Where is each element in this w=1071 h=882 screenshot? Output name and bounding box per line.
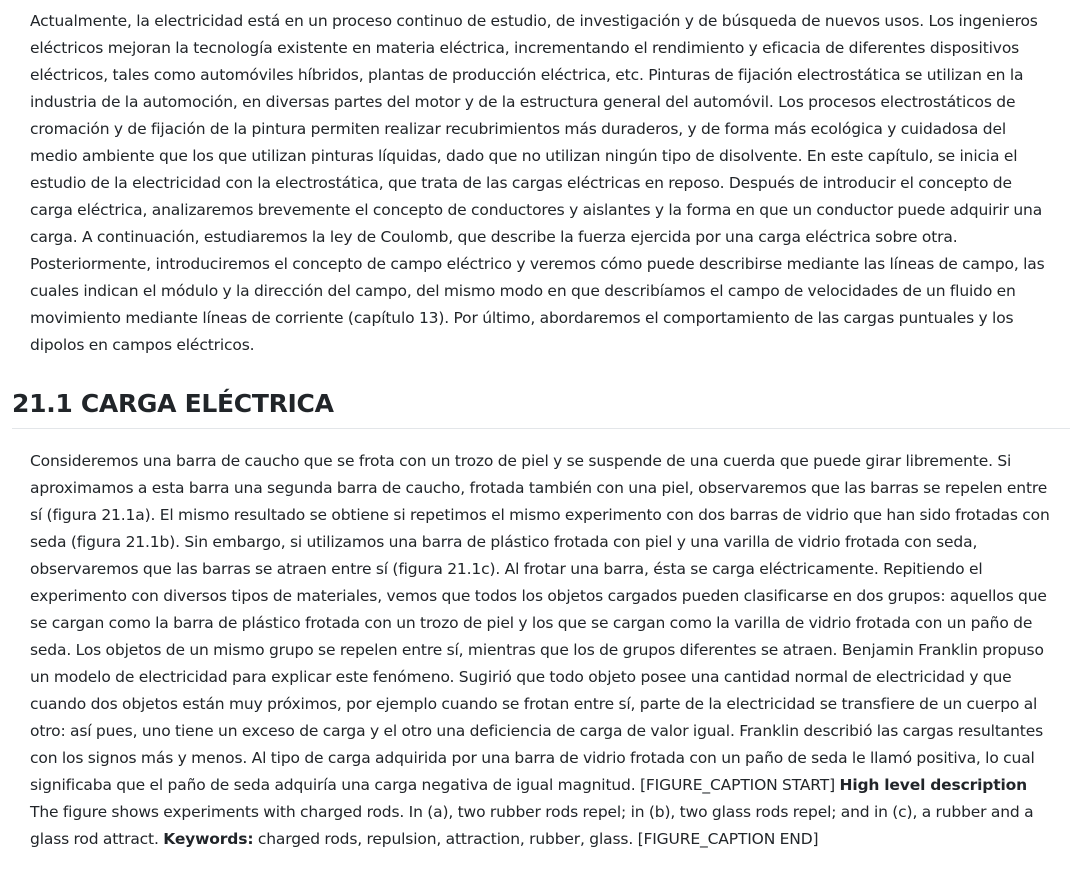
section-body-text: Consideremos una barra de caucho que se frota con un trozo de piel y se suspende de una cuerda que puede girar libremente. Si aproximamos a esta barra una segunda barra de caucho, frotada también con una piel, observaremos que las barras se repelen entre sí (figura 21.1a). El mismo resultado se obtiene si repetimos el mismo experimento con dos barras de vidrio que han sido frotadas con seda (figura 21.1b). Sin embargo, si utilizamos una barra de plástico frotada con piel y una varilla de vidrio frotada con seda, observaremos que las barras se atraen entre sí (figura 21.1c). Al frotar una barra, ésta se carga eléctricamente. Repitiendo el experimento con diversos tipos de materiales, vemos que todos los objetos cargados pueden clasificarse en dos grupos: aquellos que se cargan como la barra de plástico frotada con un trozo de piel y los que se cargan como la varilla de vidrio frotada con un paño de seda. Los objetos de un mismo grupo se repelen entre sí, mientras que los de grupos diferentes se atraen. Benjamin Franklin propuso un modelo de electricidad para explicar este fenómeno. Sugirió que todo objeto posee una cantidad normal de electricidad y que cuando dos objetos están muy próximos, por ejemplo cuando se frotan entre sí, parte de la electricidad se transfiere de un cuerpo al otro: así pues, uno tiene un exceso de carga y el otro una deficiencia de carga de valor igual. Franklin describió las cargas resultantes con los signos más y menos. Al tipo de carga adquirida por una barra de vidrio frotada con un paño de seda le llamó positiva, lo cual significaba que el paño de seda adquiría una carga negativa de igual magnitud. bbox=[30, 452, 1050, 794]
section-divider bbox=[12, 428, 1070, 429]
keywords-text: charged rods, repulsion, attraction, rubber, glass. bbox=[253, 830, 634, 848]
section-paragraph bbox=[0, 448, 1071, 853]
section-heading: 21.1 CARGA ELÉCTRICA bbox=[12, 389, 334, 418]
intro-paragraph: Actualmente, la electricidad está en un proceso continuo de estudio, de investigación y de búsqueda de nuevos usos. Los ingenieros eléctricos mejoran la tecnología existente en materia eléctrica, incrementando el rendimiento y eficacia de diferentes dispositivos eléctricos, tales como automóviles híbridos, plantas de producción eléctrica, etc. Pinturas de fijación electrostática se utilizan en la industria de la automoción, en diversas partes del motor y de la estructura general del automóvil. Los procesos electrostáticos de cromación y de fijación de la pintura permiten realizar recubrimientos más duraderos, y de forma más ecológica y cuidadosa del medio ambiente que los que utilizan pinturas líquidas, dado que no utilizan ningún tipo de disolvente. En este capítulo, se inicia el estudio de la electricidad con la electrostática, que trata de las cargas eléctricas en reposo. Después de introducir el concepto de carga eléctrica, analizaremos brevemente el concepto de conductores y aislantes y la forma en que un conductor puede adquirir una carga. A continuación, estudiaremos la ley de Coulomb, que describe la fuerza ejercida por una carga eléctrica sobre otra. Posteriormente, introduciremos el concepto de campo eléctrico y veremos cómo puede describirse mediante las líneas de campo, las cuales indican el módulo y la dirección del campo, del mismo modo en que describíamos el campo de velocidades de un fluido en movimiento mediante líneas de corriente (capítulo 13). Por último, abordaremos el comportamiento de las cargas puntuales y los dipolos en campos eléctricos. bbox=[30, 12, 1045, 354]
caption-start-marker: [FIGURE_CAPTION START] bbox=[635, 776, 840, 794]
caption-label: High level description bbox=[839, 776, 1028, 794]
keywords-label: Keywords: bbox=[163, 830, 254, 848]
caption-text: The figure shows experiments with charged rods. In (a), two rubber rods repel; in (b), two glass rods repel; and in (c), a rubber and a glass rod attract. bbox=[30, 803, 1034, 848]
caption-end-marker: [FIGURE_CAPTION END] bbox=[633, 830, 819, 848]
